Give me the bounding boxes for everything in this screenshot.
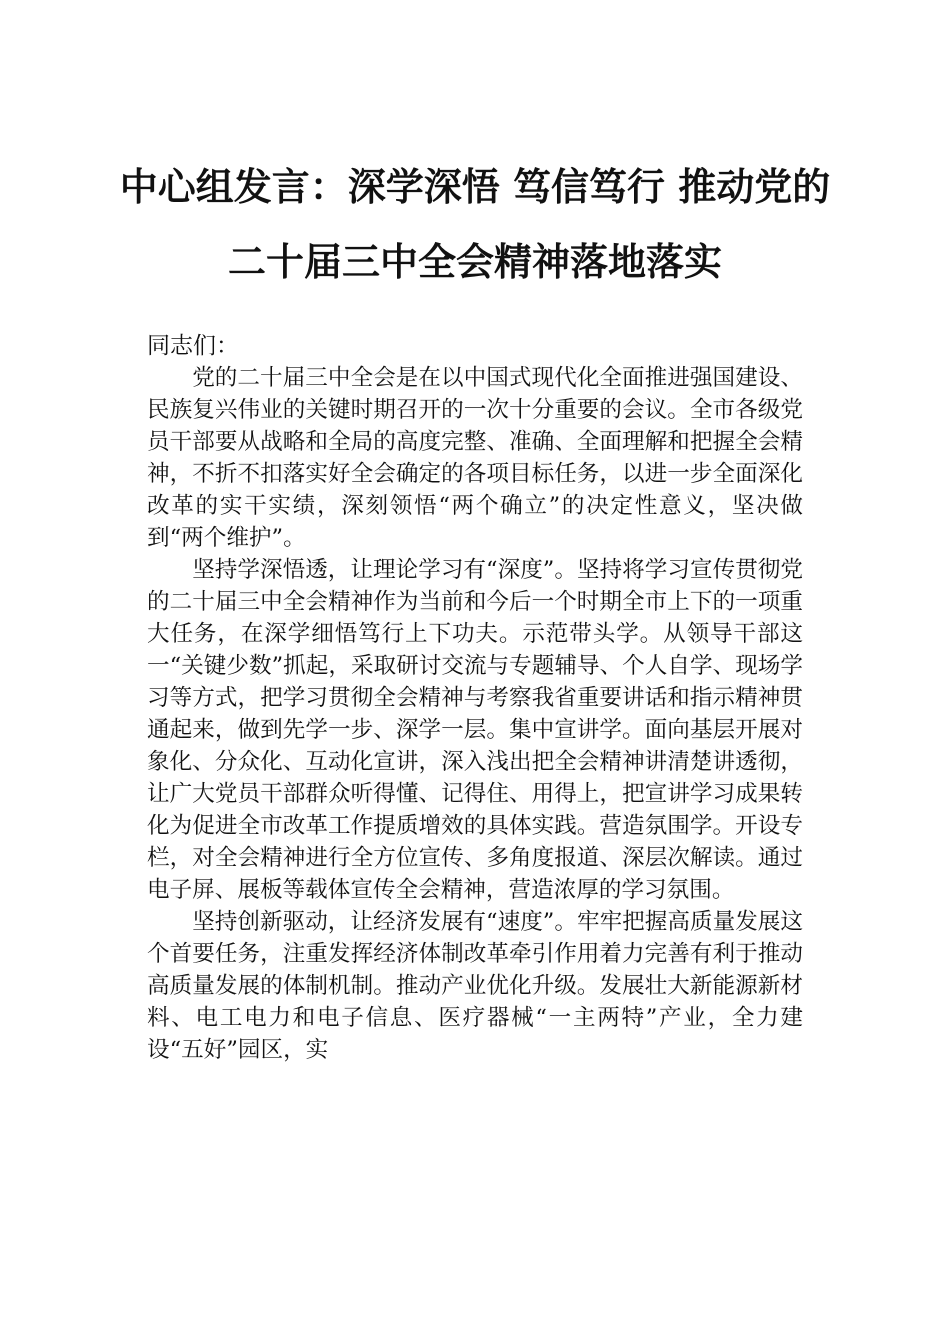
document-title: [110, 150, 840, 300]
paragraph-innovation: 坚持创新驱动，让经济发展有“速度”。牢牢把握高质量发展这个首要任务，注重发挥经济体制改革牵引作用着力完善有利于推动高质量发展的体制机制。推动产业优化升级。发展壮大新能源新材料、电工电力和电子信息、医疗器械“一主两特”产业，全力建设“五好”园区，实: [147, 909, 803, 1063]
title-line-2: 二十届三中全会精神落地落实: [227, 240, 722, 284]
title-line-1: 中心组发言：深学深悟 笃信笃行 推动党的: [119, 165, 831, 209]
paragraph-intro: 党的二十届三中全会是在以中国式现代化全面推进强国建设、民族复兴伟业的关键时期召开的一次十分重要的会议。全市各级党员干部要从战略和全局的高度完整、准确、全面理解和把握全会精神，不折不扣落实好全会确定的各项目标任务，以进一步全面深化改革的实干实绩，深刻领悟“两个确立”的决定性意义，坚决做到“两个维护”。: [147, 365, 803, 551]
salutation: 同志们：: [147, 333, 239, 359]
document-body: [147, 330, 803, 1066]
paragraph-theory-study: 坚持学深悟透，让理论学习有“深度”。坚持将学习宣传贯彻党的二十届三中全会精神作为当前和今后一个时期全市上下的一项重大任务，在深学细悟笃行上下功夫。示范带头学。从领导干部这一“关键少数”抓起，采取研讨交流与专题辅导、个人自学、现场学习等方式，把学习贯彻全会精神与考察我省重要讲话和指示精神贯通起来，做到先学一步、深学一层。集中宣讲学。面向基层开展对象化、分众化、互动化宣讲，深入浅出把全会精神讲清楚讲透彻，让广大党员干部群众听得懂、记得住、用得上，把宣讲学习成果转化为促进全市改革工作提质增效的具体实践。营造氛围学。开设专栏，对全会精神进行全方位宣传、多角度报道、深层次解读。通过电子屏、展板等载体宣传全会精神，营造浓厚的学习氛围。: [147, 557, 803, 903]
